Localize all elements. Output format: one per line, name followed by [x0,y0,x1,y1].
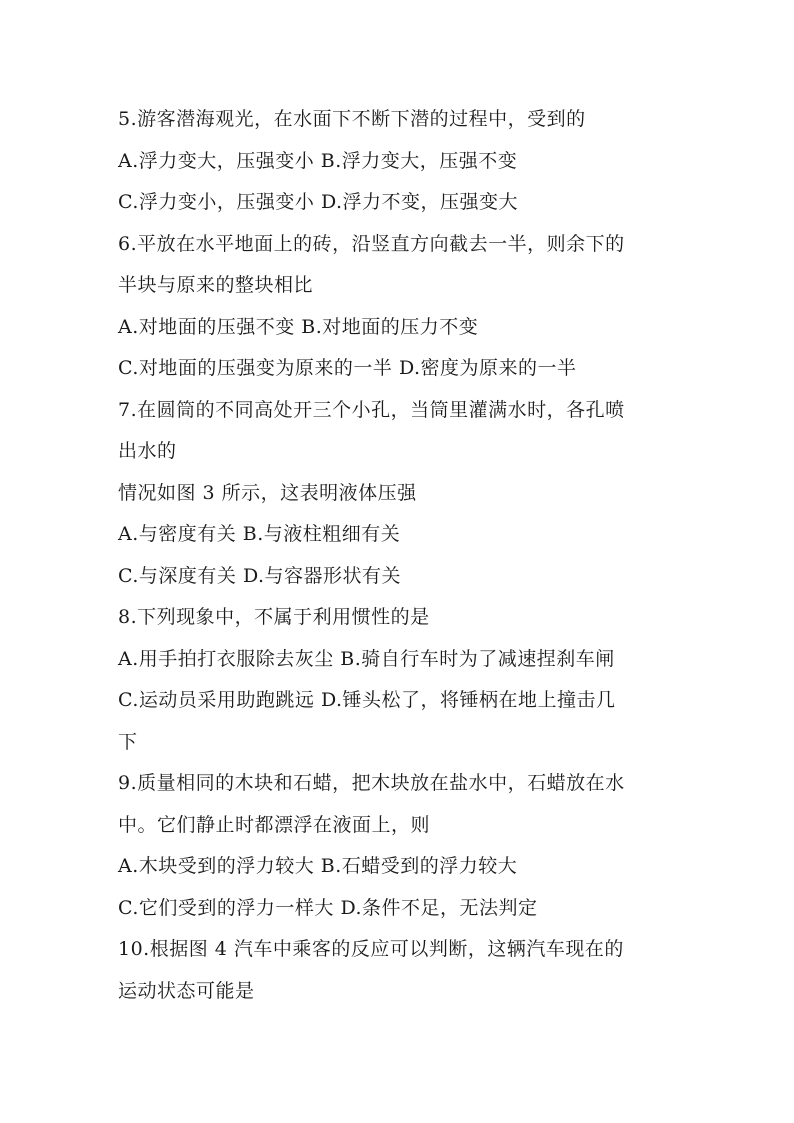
question-6-stem-line-1: 6.平放在水平地面上的砖，沿竖直方向截去一半，则余下的 [118,232,625,255]
question-6-stem-line-2: 半块与原来的整块相比 [118,274,314,296]
question-7-stem-line-1: 7.在圆筒的不同高处开三个小孔，当筒里灌满水时，各孔喷 [118,398,625,421]
question-7-option-line-1: A.与密度有关 B.与液柱粗细有关 [118,523,401,545]
question-8-option-line-3: 下 [118,730,138,753]
question-7-option-line-2: C.与深度有关 D.与容器形状有关 [118,564,402,587]
question-6-option-line-2: C.对地面的压强变为原来的一半 D.密度为原来的一半 [118,357,577,379]
question-9-stem-line-1: 9.质量相同的木块和石蜡，把木块放在盐水中，石蜡放在水 [118,772,625,794]
question-9-option-line-1: A.木块受到的浮力较大 B.石蜡受到的浮力较大 [118,855,518,877]
question-9-option-line-2: C.它们受到的浮力一样大 D.条件不足，无法判定 [118,896,538,919]
question-8-stem-line-1: 8.下列现象中，不属于利用惯性的是 [118,606,430,628]
question-5-option-line-2: C.浮力变小，压强变小 D.浮力不变，压强变大 [118,191,519,213]
question-list [118,99,718,1012]
question-7-stem-line-3: 情况如图 3 所示，这表明液体压强 [118,481,417,504]
question-5-stem-line-1: 5.游客潜海观光，在水面下不断下潜的过程中，受到的 [118,108,586,130]
question-10-stem-line-2: 运动状态可能是 [118,979,255,1002]
question-6-option-line-1: A.对地面的压强不变 B.对地面的压力不变 [118,315,479,338]
question-9-stem-line-2: 中。它们静止时都漂浮在液面上，则 [118,813,431,836]
question-8-option-line-2: C.运动员采用助跑跳远 D.锤头松了，将锤柄在地上撞击几 [118,689,616,711]
question-8-option-line-1: A.用手拍打衣服除去灰尘 B.骑自行车时为了减速捏刹车闸 [118,647,615,670]
question-10-stem-line-1: 10.根据图 4 汽车中乘客的反应可以判断，这辆汽车现在的 [118,938,624,960]
question-5-option-line-1: A.浮力变大，压强变小 B.浮力变大，压强不变 [118,149,518,172]
question-7-stem-line-2: 出水的 [118,440,177,462]
